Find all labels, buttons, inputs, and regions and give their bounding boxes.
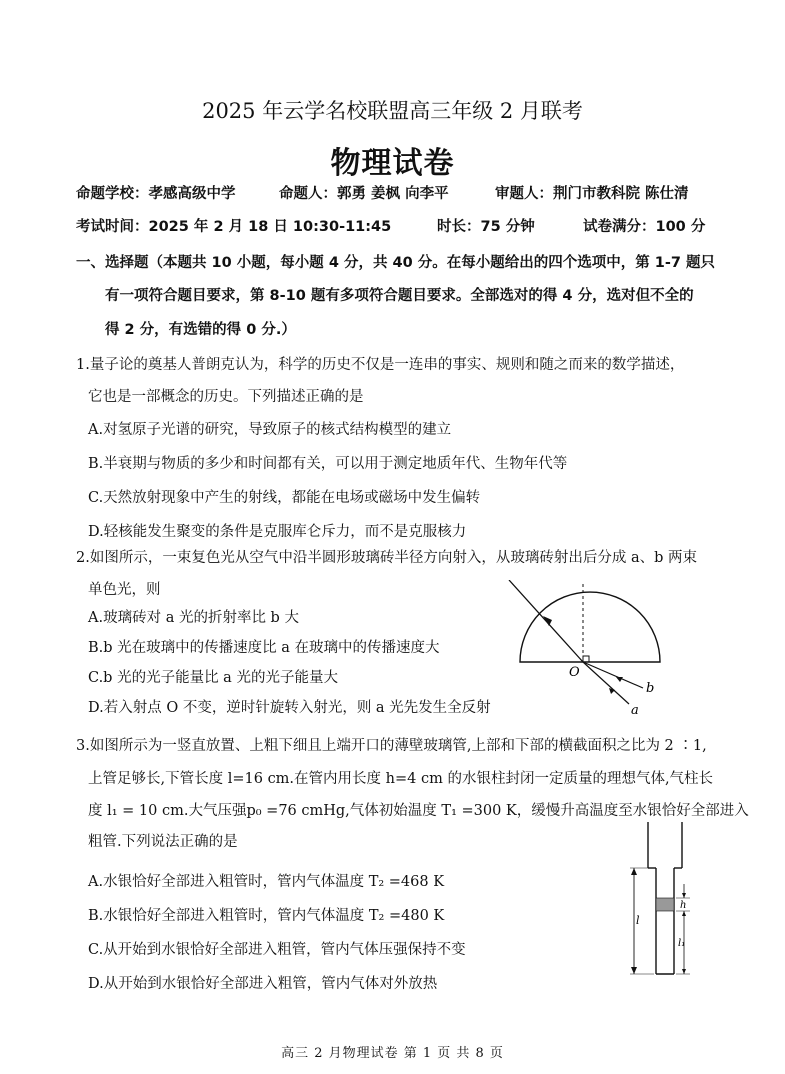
q2-semicircle-diagram — [505, 580, 675, 720]
q3-label-l: l — [636, 914, 640, 927]
q3-label-h: h — [680, 900, 687, 911]
q2-stem-line1: 2.如图所示，一束复色光从空气中沿半圆形玻璃砖半径方向射入，从玻璃砖射出后分成 a、b 两束 — [76, 550, 697, 566]
section-instructions-line1: 一、选择题（本题共 10 小题，每小题 4 分，共 40 分。在每小题给出的四个选项中，第 1-7 题只 — [76, 255, 716, 271]
q3-label-l1: l₁ — [678, 938, 686, 949]
q3-stem-line3: 度 l₁ = 10 cm.大气压强p₀ =76 cmHg,气体初始温度 T₁ =300 K，缓慢升高温度至水银恰好全部进入 — [88, 803, 749, 819]
q1-stem-line1: 1.量子论的奠基人普朗克认为，科学的历史不仅是一连串的事实、规则和随之而来的数学描述， — [76, 357, 685, 373]
q1-option-c: C.天然放射现象中产生的射线，都能在电场或磁场中发生偏转 — [88, 490, 481, 506]
info-school: 命题学校：孝感高级中学 — [76, 186, 236, 202]
q2-label-o: O — [569, 665, 580, 680]
q3-option-a: A.水银恰好全部进入粗管时，管内气体温度 T₂ =468 K — [88, 874, 445, 890]
section-instructions-line3: 得 2 分，有选错的得 0 分.） — [105, 322, 296, 338]
exam-title: 2025 年云学名校联盟高三年级 2 月联考 — [202, 99, 583, 123]
info-time: 考试时间：2025 年 2 月 18 日 10:30-11:45 — [76, 219, 392, 235]
info-score: 试卷满分：100 分 — [583, 219, 706, 235]
q2-option-d: D.若入射点 O 不变，逆时针旋转入射光，则 a 光先发生全反射 — [88, 700, 491, 716]
q2-label-b: b — [646, 681, 655, 696]
subject-title: 物理试卷 — [330, 146, 455, 181]
q3-stem-line2: 上管足够长,下管长度 l=16 cm.在管内用长度 h=4 cm 的水银柱封闭一定质量的理想气体,气柱长 — [88, 771, 714, 787]
q2-option-a: A.玻璃砖对 a 光的折射率比 b 大 — [88, 610, 299, 626]
q3-glass-tube-diagram — [620, 822, 700, 982]
q3-option-c: C.从开始到水银恰好全部进入粗管，管内气体压强保持不变 — [88, 942, 466, 958]
section-instructions-line2: 有一项符合题目要求，第 8-10 题有多项符合题目要求。全部选对的得 4 分，选对但不全的 — [105, 288, 694, 304]
q2-stem-line2: 单色光，则 — [88, 582, 161, 598]
info-duration: 时长：75 分钟 — [437, 219, 535, 235]
q1-option-b: B.半衰期与物质的多少和时间都有关，可以用于测定地质年代、生物年代等 — [88, 456, 568, 472]
q2-option-b: B.b 光在玻璃中的传播速度比 a 在玻璃中的传播速度大 — [88, 640, 440, 656]
q1-stem-line2: 它也是一部概念的历史。下列描述正确的是 — [88, 389, 364, 405]
q1-option-d: D.轻核能发生聚变的条件是克服库仑斥力，而不是克服核力 — [88, 524, 467, 540]
q3-stem-line1: 3.如图所示为一竖直放置、上粗下细且上端开口的薄壁玻璃管,上部和下部的横截面积之比为 2 ∶1, — [76, 738, 707, 754]
q2-option-c: C.b 光的光子能量比 a 光的光子能量大 — [88, 670, 338, 686]
q2-label-a: a — [631, 703, 639, 718]
q3-option-d: D.从开始到水银恰好全部进入粗管，管内气体对外放热 — [88, 976, 438, 992]
info-reviewer: 审题人：荆门市教科院 陈仕清 — [495, 186, 689, 202]
q1-option-a: A.对氢原子光谱的研究，导致原子的核式结构模型的建立 — [88, 422, 452, 438]
q3-option-b: B.水银恰好全部进入粗管时，管内气体温度 T₂ =480 K — [88, 908, 445, 924]
q3-stem-line4: 粗管.下列说法正确的是 — [88, 834, 238, 850]
info-authors: 命题人：郭勇 姜枫 向李平 — [279, 186, 449, 202]
page-footer: 高三 2 月物理试卷 第 1 页 共 8 页 — [281, 1046, 504, 1061]
